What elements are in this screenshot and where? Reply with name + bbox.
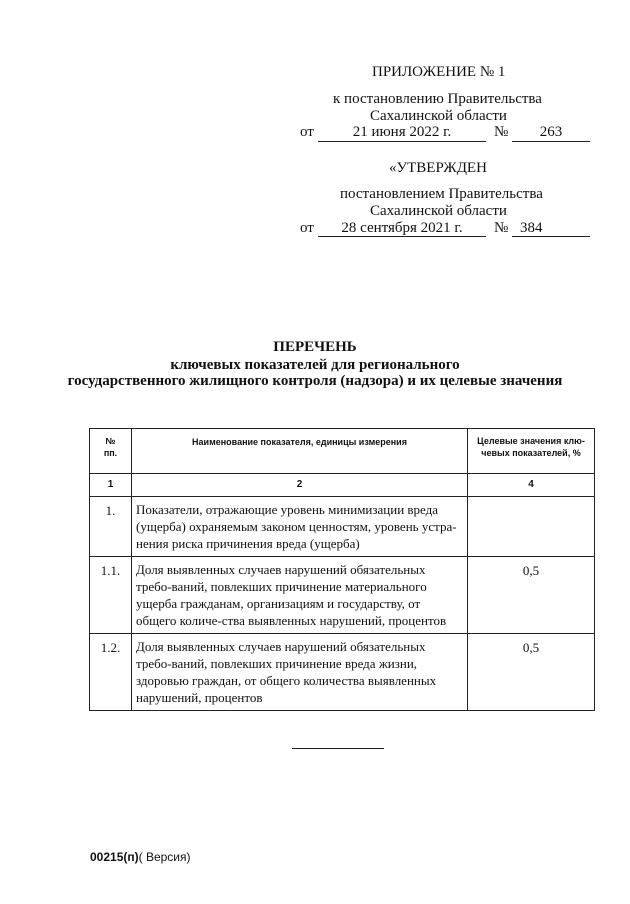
row-text: Доля выявленных случаев нарушений обязательных требо-ваний, повлекших причинение материального ущерба гражданам, организациям и государству, от общего количе-ства выявленных нарушений, процентов: [132, 557, 468, 634]
table-header-row: [90, 429, 595, 474]
document-title: ПЕРЕЧЕНЬ: [273, 339, 357, 355]
document-code: [90, 850, 191, 864]
row-text: Доля выявленных случаев нарушений обязательных требо-ваний, повлекших причинение вреда жизни, здоровью граждан, от общего количества выявленных нарушений, процентов: [132, 634, 468, 711]
row-value: [468, 497, 595, 557]
row-value: 0,5: [468, 634, 595, 711]
row-value: 0,5: [468, 557, 595, 634]
approved-line1: постановлением Правительства: [340, 186, 543, 202]
col-number-4: 4: [468, 474, 595, 497]
header-num-line1: №: [105, 436, 116, 446]
closing-rule: [292, 748, 384, 749]
col-number-1: 1: [90, 474, 132, 497]
document-code-number: 00215(п): [90, 850, 139, 864]
number-label: №: [494, 124, 509, 140]
row-num: 1.1.: [90, 557, 132, 634]
document-subtitle-line1: ключевых показателей для регионального: [170, 357, 460, 373]
indicators-table: [89, 428, 595, 711]
row-num: 1.: [90, 497, 132, 557]
to-resolution-line1: к постановлению Правительства: [333, 91, 542, 107]
from-date-underline: [318, 141, 486, 142]
row-text: Показатели, отражающие уровень минимизации вреда (ущерба) охраняемым законом ценностям, уровень устра-нения риска причинения вреда (ущерба): [132, 497, 468, 557]
approved-number-value: 384: [520, 220, 543, 236]
header-num: [90, 429, 132, 474]
to-resolution-line2: Сахалинской области: [370, 108, 507, 124]
appendix-title: ПРИЛОЖЕНИЕ № 1: [372, 64, 506, 80]
approved-from-date: 28 сентября 2021 г.: [341, 220, 463, 236]
approved-from-label: от: [300, 220, 314, 236]
header-target-line2: чевых показателей, %: [481, 448, 581, 458]
table-row: [90, 497, 595, 557]
number-value: 263: [539, 124, 563, 140]
approved-line2: Сахалинской области: [370, 203, 507, 219]
header-target: [468, 429, 595, 474]
row-num: 1.2.: [90, 634, 132, 711]
document-version: ( Версия): [138, 850, 191, 864]
number-underline: [512, 141, 590, 142]
column-number-row: [90, 474, 595, 497]
from-label: от: [300, 124, 314, 140]
approved-number-label: №: [494, 220, 509, 236]
approved-label: «УТВЕРЖДЕН: [389, 160, 487, 176]
header-target-line1: Целевые значения клю-: [477, 436, 585, 446]
from-date: 21 июня 2022 г.: [352, 124, 452, 140]
header-num-line2: пп.: [103, 448, 118, 458]
col-number-2: 2: [132, 474, 468, 497]
header-name: [132, 429, 468, 474]
table-row: [90, 557, 595, 634]
document-subtitle-line2: государственного жилищного контроля (надзора) и их целевые значения: [67, 373, 563, 389]
table-row: [90, 634, 595, 711]
header-name-label: Наименование показателя, единицы измерения: [192, 437, 407, 447]
